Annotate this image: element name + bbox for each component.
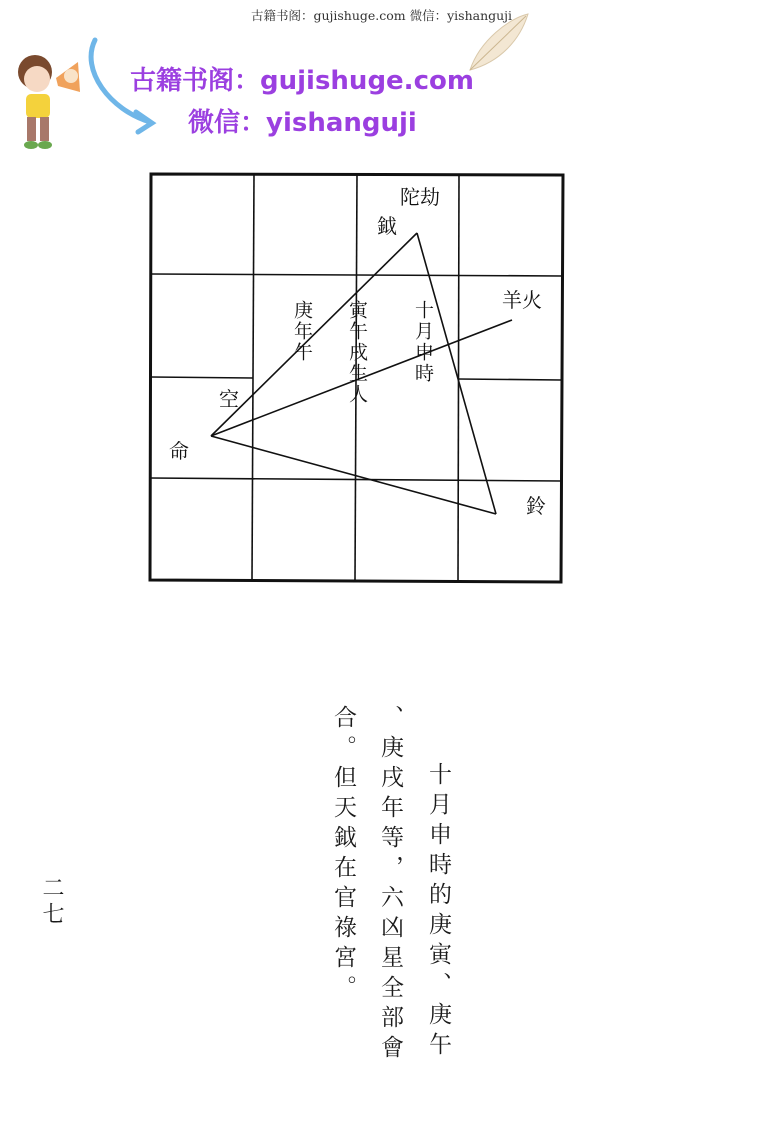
center-caption-year: 庚年午 xyxy=(291,300,313,363)
star-label-yanghuo: 羊火 xyxy=(502,288,542,312)
watermark-site: 古籍书阁：gujishuge.com xyxy=(130,66,474,96)
center-caption-birth: 寅午戌生人 xyxy=(346,300,368,405)
page-number: 二七 xyxy=(39,876,64,928)
triangle-line xyxy=(211,233,417,436)
body-text-column-1: 十月申時的庚寅、庚午 xyxy=(425,762,451,1062)
star-label-yue: 鉞 xyxy=(377,214,397,238)
grid-line xyxy=(458,379,561,380)
grid-line xyxy=(151,274,562,276)
triangle-line xyxy=(211,436,496,514)
star-label-kong: 空 xyxy=(219,387,239,411)
grid-line xyxy=(151,377,253,378)
body-text-column-3: 合。但天鉞在官祿宮。 xyxy=(330,705,356,1005)
grid-line xyxy=(252,174,254,580)
source-header: 古籍书阁：gujishuge.com 微信：yishanguji xyxy=(250,8,513,23)
star-label-ming: 命 xyxy=(169,439,189,463)
watermark-wechat: 微信：yishanguji xyxy=(188,108,417,138)
center-caption-time: 十月申時 xyxy=(412,300,434,384)
body-text-column-2: 、庚戌年等，六凶星全部會 xyxy=(377,705,403,1065)
star-label-ling: 鈴 xyxy=(526,494,546,518)
star-label-tuojie: 陀劫 xyxy=(400,185,440,209)
